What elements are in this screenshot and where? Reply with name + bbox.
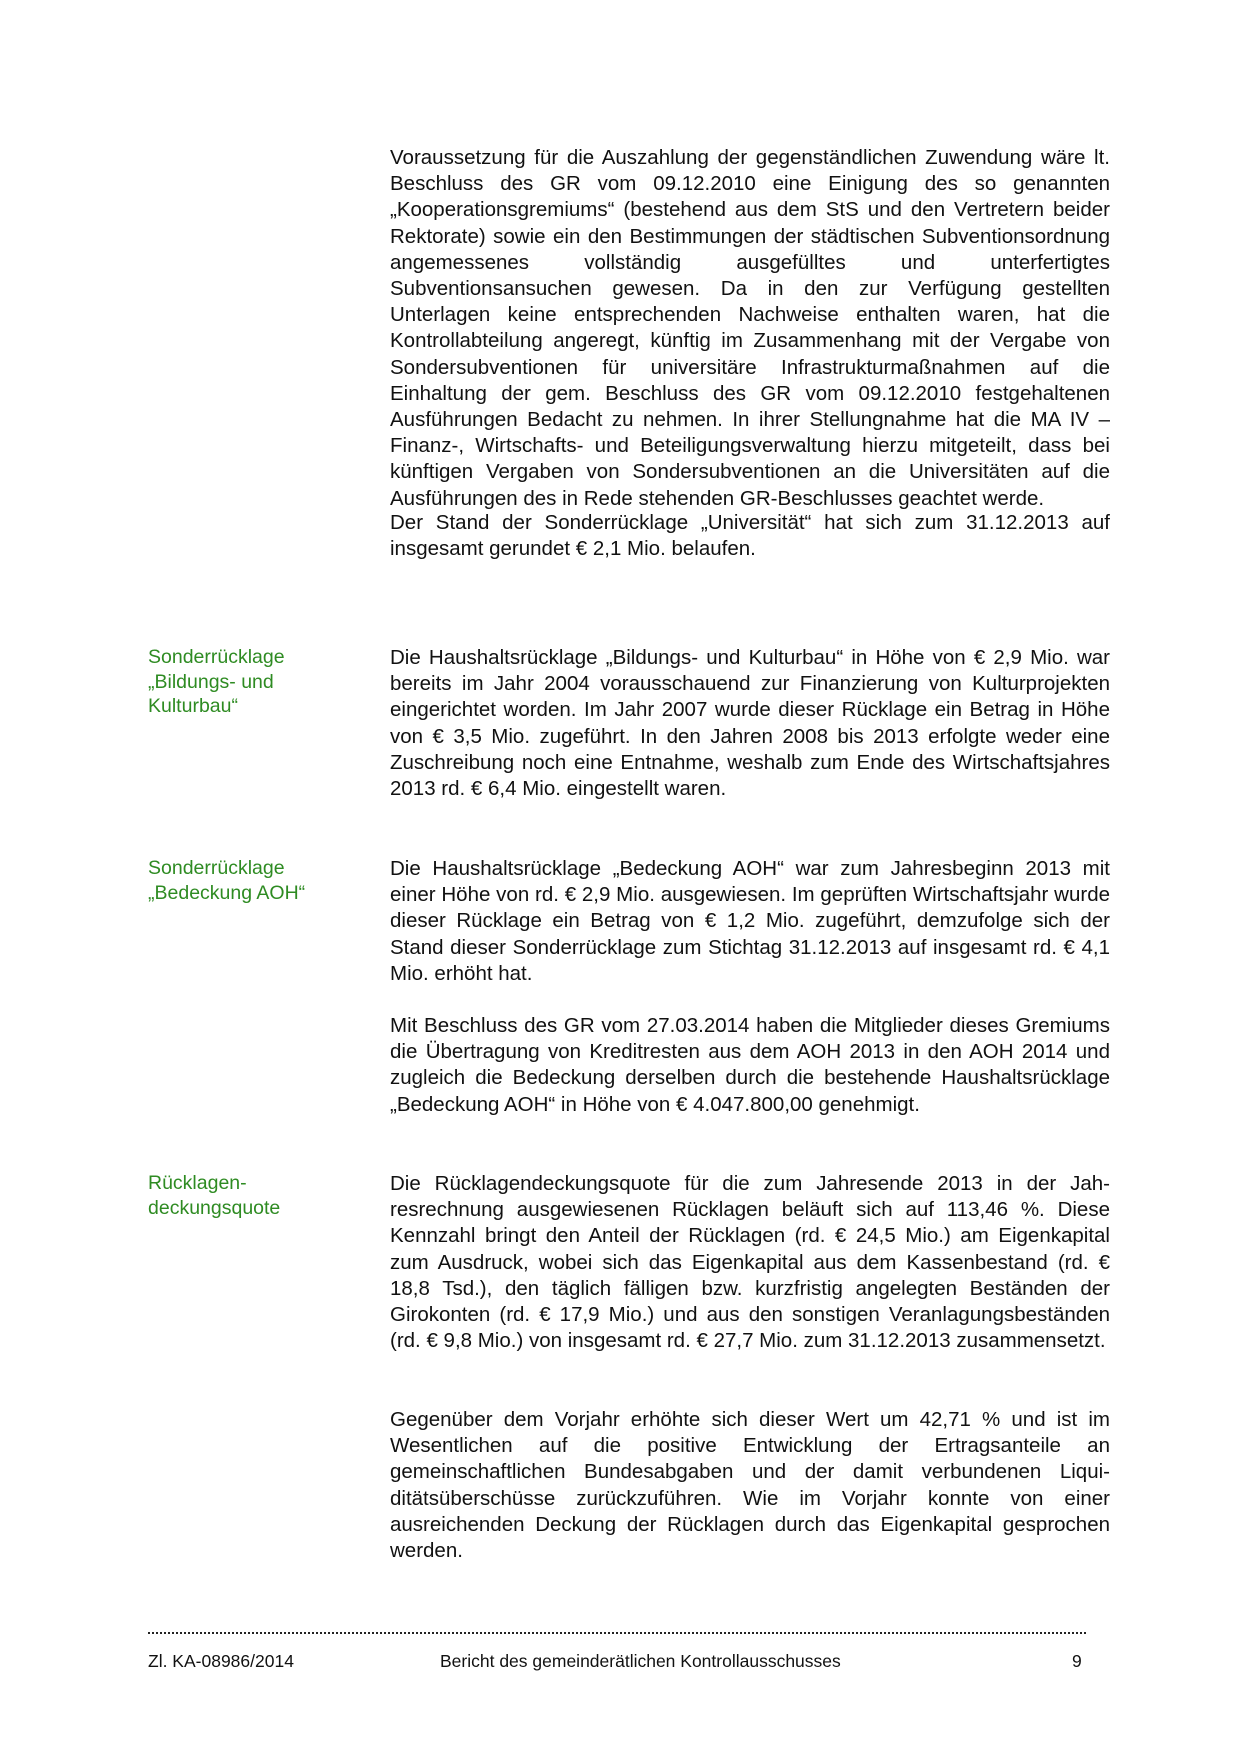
paragraph-ruecklagendeckungsquote: Die Rücklagendeckungsquote für die zum Jahresende 2013 in der Jahresrechnung ausgewiesenen Rücklagen beläuft sich auf 113,46 %. Diese Kennzahl bringt den Anteil der Rücklagen (rd. € 24,5 Mio.) am Eigenkapital zum Ausdruck, wobei sich das Eigenkapital aus dem Kassenbestand (rd. € 18,8 Tsd.), den täglich fälligen bzw. kurzfristig angelegten Beständen der Girokonten (rd. € 17,9 Mio.) und aus den sonstigen Veranlagungsbeständen (rd. € 9,8 Mio.) von insgesamt rd. € 27,7 Mio. zum 31.12.2013 zusammensetzt. [390, 1172, 1110, 1353]
paragraph-bedeckung-aoh: Die Haushaltsrücklage „Bedeckung AOH“ war zum Jahresbeginn 2013 mit einer Höhe von rd. € 2,9 Mio. ausgewiesen. Im geprüften Wirtschaftsjahr wurde dieser Rücklage ein Betrag von € 1,2 Mio. zugeführt, demzufolge sich der Stand dieser Sonderrücklage zum Stichtag 31.12.2013 auf insgesamt rd. € 4,1 Mio. erhöht hat. [390, 857, 1110, 985]
paragraph-sonderruecklage-universitaet: Der Stand der Sonderrücklage „Universität“ hat sich zum 31.12.2013 auf insgesamt gerundet € 2,1 Mio. belaufen. [390, 511, 1110, 561]
paragraph-bildungs-kulturbau: Die Haushaltsrücklage „Bildungs- und Kulturbau“ in Höhe von € 2,9 Mio. war bereits im Jahr 2004 vorausschauend zur Finanzierung von Kulturprojekten eingerichtet worden. Im Jahr 2007 wurde dieser Rücklage ein Betrag in Höhe von € 3,5 Mio. zugeführt. In den Jahren 2008 bis 2013 erfolgte weder eine Zuschreibung noch eine Entnahme, weshalb zum Ende des Wirtschaftsjahres 2013 rd. € 6,4 Mio. eingestellt waren. [390, 646, 1110, 801]
footer-divider [148, 1632, 1086, 1634]
page-number: 9 [1072, 1651, 1082, 1671]
margin-note-bedeckung-aoh: Sonderrücklage „Bedeckung AOH“ [148, 857, 306, 904]
paragraph-vorjahr-vergleich: Gegenüber dem Vorjahr erhöhte sich dieser Wert um 42,71 % und ist im Wesentlichen auf die positive Entwicklung der Ertragsanteile an gemeinschaftlichen Bundesabgaben und der damit verbundenen Liquiditätsüberschüsse zurückzuführen. Wie im Vorjahr konnte von einer ausreichenden Deckung der Rücklagen durch das Eigenkapital gesprochen werden. [390, 1408, 1110, 1563]
footer-reference: Zl. KA-08986/2014 [148, 1651, 294, 1671]
margin-note-ruecklagendeckungsquote: Rücklagen- deckungsquote [148, 1172, 281, 1219]
paragraph-beschluss-gr: Mit Beschluss des GR vom 27.03.2014 haben die Mitglieder dieses Gremiums die Übertragung von Kreditresten aus dem AOH 2013 in den AOH 2014 und zugleich die Bedeckung derselben durch die bestehende Haushaltsrücklage „Bedeckung AOH“ in Höhe von € 4.047.800,00 genehmigt. [390, 1014, 1110, 1116]
footer-title: Bericht des gemeinderätlichen Kontrollausschusses [440, 1651, 841, 1671]
margin-note-bildungs-kulturbau: Sonderrücklage „Bildungs- und Kulturbau“ [148, 646, 285, 717]
paragraph-voraussetzung: Voraussetzung für die Auszahlung der gegenständlichen Zuwendung wäre lt. Beschluss des GR vom 09.12.2010 eine Einigung des so genannten „Kooperationsgremiums“ (bestehend aus dem StS und den Vertretern beider Rektorate) sowie ein den Bestimmungen der städtischen Subventionsordnung angemessenes vollständig ausgefülltes und unterfertigtes Subventionsansuchen gewesen. Da in den zur Verfügung gestellten Unterlagen keine entsprechenden Nachweise enthalten waren, hat die Kontrollabteilung angeregt, künftig im Zusammenhang mit der Vergabe von Sondersubventionen für universitäre Infrastrukturmaßnahmen auf die Einhaltung der gem. Beschluss des GR vom 09.12.2010 festgehaltenen Ausführungen Bedacht zu nehmen. In ihrer Stellungnahme hat die MA IV – Finanz-, Wirtschafts- und Beteiligungsverwaltung hierzu mitgeteilt, dass bei künftigen Vergaben von Sondersubventionen an die Universitäten auf die Ausführungen des in Rede stehenden GR-Beschlusses geachtet werde. [390, 146, 1110, 510]
